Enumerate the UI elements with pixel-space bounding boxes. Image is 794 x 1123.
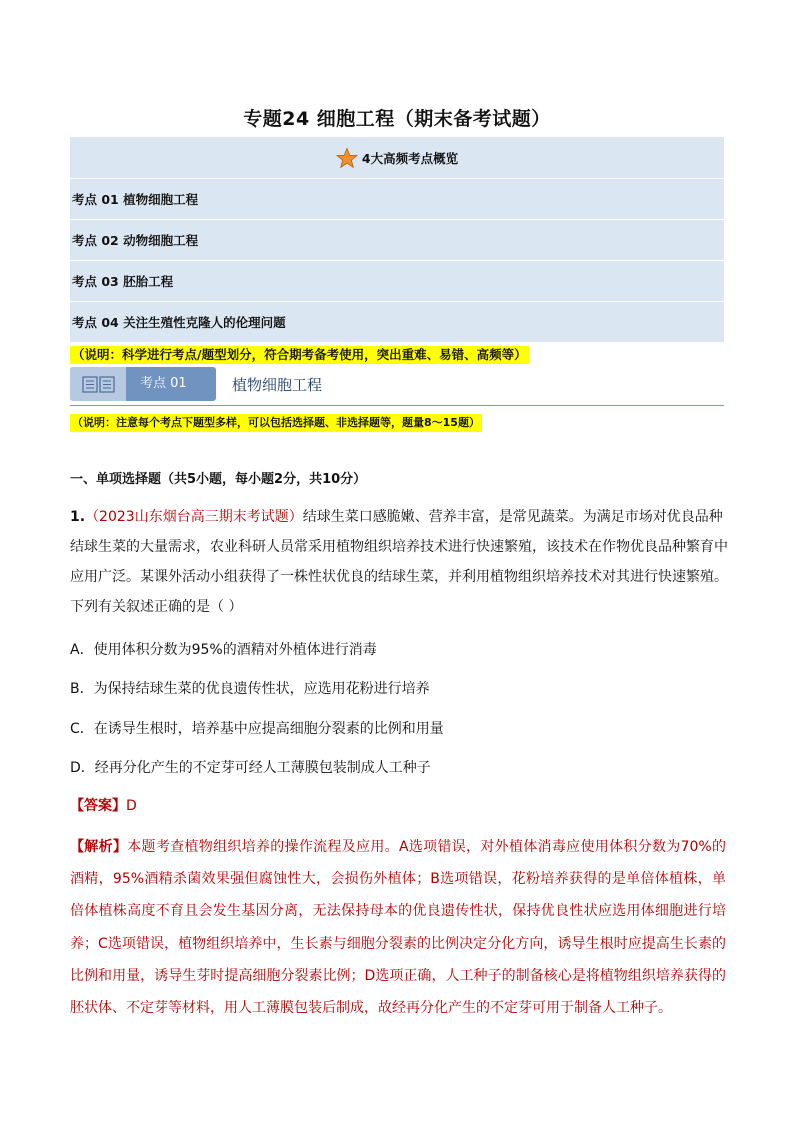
analysis [70,831,726,1024]
question-stem [70,502,730,622]
topic-badge [70,367,216,401]
question-number: 1. [70,509,86,525]
overview-item: 考点 01 植物细胞工程 [70,178,724,219]
option-c: C．在诱导生根时，培养基中应提高细胞分裂素的比例和用量 [70,721,444,737]
overview-item: 考点 03 胚胎工程 [70,260,724,301]
overview-item: 考点 04 关注生殖性克隆人的伦理问题 [70,301,724,342]
answer [70,795,137,815]
overview-header [70,137,724,178]
page-title: 专题24 细胞工程（期末备考试题） [243,108,551,130]
option-b: B．为保持结球生菜的优良遗传性状，应选用花粉进行培养 [70,681,430,697]
book-icon [70,367,126,401]
overview-header-label: 4大高频考点概览 [361,150,459,166]
explanation-note: （说明：科学进行考点/题型划分，符合期考备考使用，突出重难、易错、高频等） [72,347,527,362]
divider [70,405,724,406]
option-a: A．使用体积分数为95%的酒精对外植体进行消毒 [70,642,377,658]
answer-label: 【答案】 [70,798,126,814]
analysis-label: 【解析】 [70,839,128,855]
overview-item: 考点 02 动物细胞工程 [70,219,724,260]
question-text: 结球生菜口感脆嫩、营养丰富，是常见蔬菜。为满足市场对优良品种结球生菜的大量需求，农业科研人员常采用植物组织培养技术进行快速繁殖，该技术在作物优良品种繁育中应用广泛。某课外活动小组获得了一株性状优良的结球生菜，并利用植物组织培养技术对其进行快速繁殖。下列有关叙述正确的是（ ） [70,509,728,615]
explanation-note: （说明：注意每个考点下题型多样，可以包括选择题、非选择题等，题量8～15题） [70,414,482,432]
section-heading: 一、单项选择题（共5小题，每小题2分，共10分） [70,472,367,487]
question-source: （2023山东烟台高三期末考试题） [85,509,303,525]
star-icon [336,147,358,169]
analysis-text: 本题考查植物组织培养的操作流程及应用。A选项错误，对外植体消毒应使用体积分数为70%的酒精，95%酒精杀菌效果强但腐蚀性大，会损伤外植体；B选项错误，花粉培养获得的是单倍体植株，单倍体植株高度不育且会发生基因分离，无法保持母本的优良遗传性状，保持优良性状应选用体细胞进行培养；C选项错误，植物组织培养中，生长素与细胞分裂素的比例决定分化方向，诱导生根时应提高生长素的比例和用量，诱导生芽时提高细胞分裂素比例；D选项正确，人工种子的制备核心是将植物组织培养获得的胚状体、不定芽等材料，用人工薄膜包装后制成，故经再分化产生的不定芽可用于制备人工种子。 [70,839,726,1017]
topic-badge-label: 考点 01 [140,376,187,391]
topic-title: 植物细胞工程 [232,376,323,394]
overview-table [70,137,724,342]
option-d: D．经再分化产生的不定芽可经人工薄膜包装制成人工种子 [70,760,431,776]
answer-value: D [126,798,137,814]
